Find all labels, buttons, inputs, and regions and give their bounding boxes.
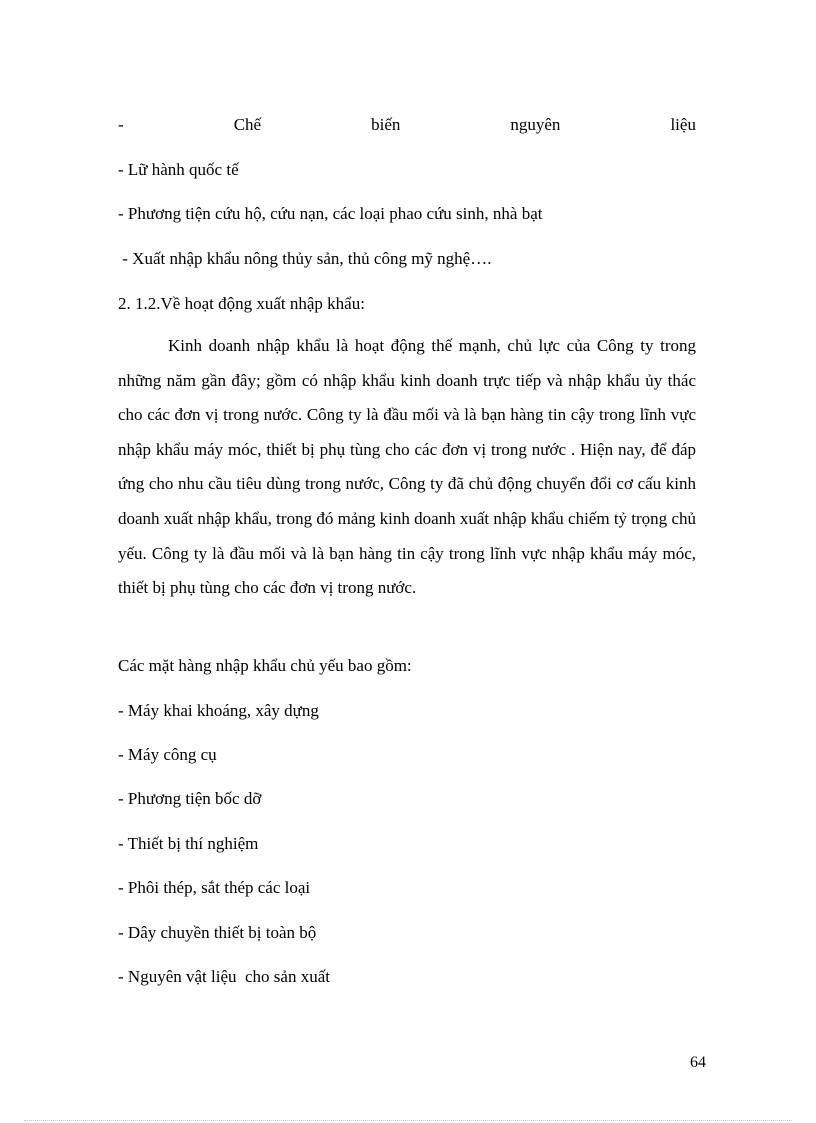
- list-dash: -: [118, 115, 124, 134]
- list-item: - Phương tiện bốc dỡ: [118, 789, 262, 808]
- list-item: - Phôi thép, sắt thép các loại: [118, 878, 311, 897]
- word: biến: [371, 115, 401, 134]
- body-paragraph: [118, 329, 696, 606]
- list-item: - Xuất nhập khẩu nông thủy sản, thủ công mỹ nghệ….: [118, 249, 492, 268]
- word: liệu: [670, 115, 696, 134]
- page-number: 64: [690, 1054, 706, 1071]
- list-intro: Các mặt hàng nhập khẩu chủ yếu bao gồm:: [118, 656, 412, 675]
- list-item: - Phương tiện cứu hộ, cứu nạn, các loại phao cứu sinh, nhà bạt: [118, 204, 543, 223]
- word: Chế: [233, 115, 262, 134]
- list-item: - Dây chuyền thiết bị toàn bộ: [118, 923, 317, 942]
- spread-list-item: [118, 114, 696, 136]
- list-item: - Nguyên vật liệu cho sản xuất: [118, 967, 330, 986]
- section-heading: 2. 1.2.Về hoạt động xuất nhập khẩu:: [118, 294, 365, 313]
- word: nguyên: [510, 115, 561, 134]
- list-item: - Máy công cụ: [118, 745, 217, 764]
- paragraph-text: Kinh doanh nhập khẩu là hoạt động thế mạnh, chủ lực của Công ty trong những năm gần đây; gồm có nhập khẩu kinh doanh trực tiếp và nhập khẩu ủy thác cho các đơn vị trong nước. Công ty là đầu mối và là bạn hàng tin cậy trong lĩnh vực nhập khẩu máy móc, thiết bị phụ tùng cho các đơn vị trong nước . Hiện nay, để đáp ứng cho nhu cầu tiêu dùng trong nước, Công ty đã chủ động chuyển đổi cơ cấu kinh doanh xuất nhập khẩu, trong đó mảng kinh doanh xuất nhập khẩu chiếm tỷ trọng chủ yếu. Công ty là đầu mối và là bạn hàng tin cậy trong lĩnh vực nhập khẩu máy móc, thiết bị phụ tùng cho các đơn vị trong nước.: [118, 336, 696, 598]
- page-bottom-divider: [24, 1120, 792, 1121]
- list-item: - Thiết bị thí nghiệm: [118, 834, 259, 853]
- list-item: - Máy khai khoáng, xây dựng: [118, 701, 319, 720]
- list-item: - Lữ hành quốc tế: [118, 160, 239, 179]
